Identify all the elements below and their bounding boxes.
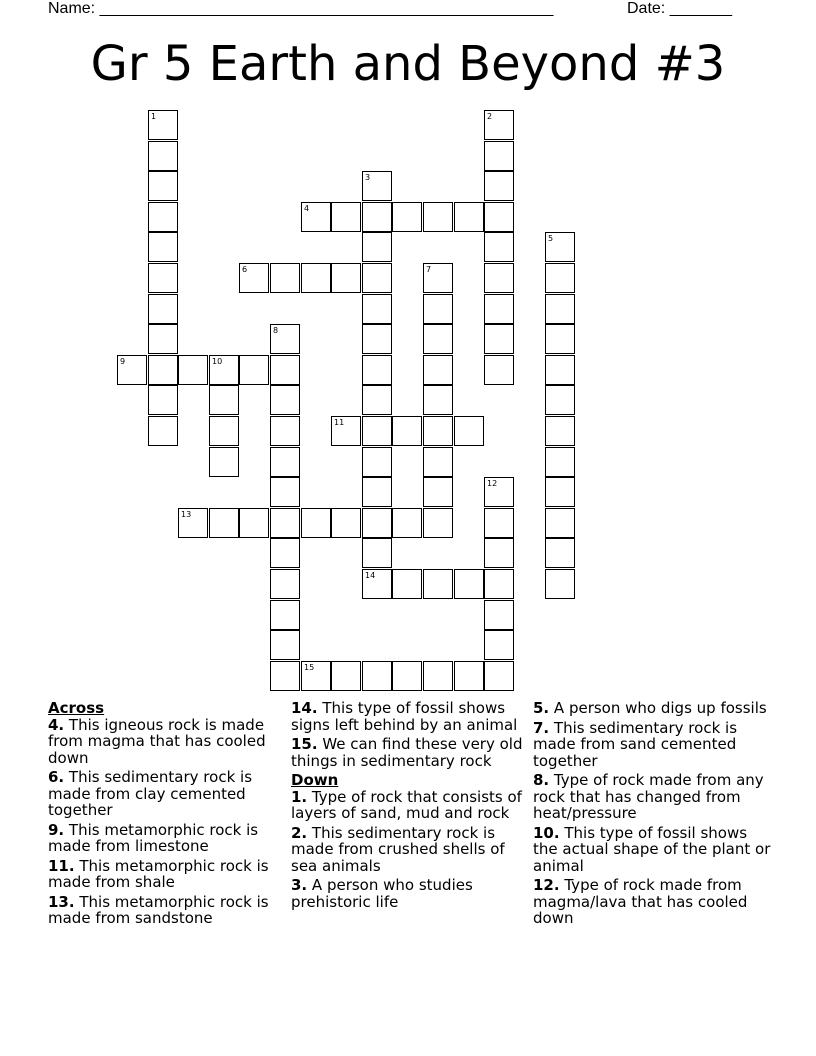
- crossword-cell[interactable]: [362, 263, 392, 293]
- crossword-cell[interactable]: [423, 508, 453, 538]
- crossword-cell[interactable]: [545, 232, 575, 262]
- crossword-cell[interactable]: [178, 508, 208, 538]
- crossword-cell[interactable]: [301, 202, 331, 232]
- crossword-cell[interactable]: [270, 447, 300, 477]
- crossword-cell[interactable]: [545, 447, 575, 477]
- crossword-cell[interactable]: [148, 416, 178, 446]
- crossword-cell[interactable]: [362, 294, 392, 324]
- crossword-cell[interactable]: [209, 447, 239, 477]
- clue-item-number: 5.: [533, 699, 550, 717]
- clue-item: [48, 894, 280, 927]
- crossword-cell[interactable]: [362, 508, 392, 538]
- crossword-cell[interactable]: [392, 416, 422, 446]
- crossword-cell[interactable]: [454, 569, 484, 599]
- crossword-cell[interactable]: [301, 263, 331, 293]
- crossword-cell[interactable]: [423, 477, 453, 507]
- crossword-cell[interactable]: [239, 355, 269, 385]
- clue-number: 10: [212, 357, 223, 366]
- clue-number: 6: [242, 265, 248, 274]
- crossword-cell[interactable]: [209, 508, 239, 538]
- crossword-cell[interactable]: [331, 508, 361, 538]
- crossword-cell[interactable]: [270, 355, 300, 385]
- clue-number: 5: [548, 234, 554, 243]
- crossword-cell[interactable]: [362, 447, 392, 477]
- crossword-cell[interactable]: [484, 600, 514, 630]
- clue-number: 13: [181, 510, 192, 519]
- clue-item: [48, 769, 280, 819]
- crossword-cell[interactable]: [392, 508, 422, 538]
- clue-number: 1: [151, 112, 157, 121]
- crossword-cell[interactable]: [454, 416, 484, 446]
- crossword-cell[interactable]: [392, 661, 422, 691]
- clue-item-text: This type of fossil shows signs left behind by an animal: [291, 699, 518, 734]
- clue-item-text: Type of rock that consists of layers of sand, mud and rock: [291, 787, 522, 822]
- crossword-cell[interactable]: [484, 661, 514, 691]
- clue-item: [48, 717, 280, 767]
- clue-item-text: This metamorphic rock is made from shale: [48, 856, 269, 891]
- crossword-cell[interactable]: [270, 263, 300, 293]
- crossword-cell[interactable]: [270, 661, 300, 691]
- crossword-cell[interactable]: [454, 661, 484, 691]
- clue-item-text: This sedimentary rock is made from clay cemented together: [48, 768, 253, 819]
- clue-item-number: 4.: [48, 715, 65, 734]
- crossword-cell[interactable]: [362, 171, 392, 201]
- clue-item-text: We can find these very old things in sedimentary rock: [291, 735, 523, 770]
- crossword-cell[interactable]: [362, 202, 392, 232]
- clue-item: [533, 772, 773, 822]
- crossword-cell[interactable]: [148, 110, 178, 140]
- crossword-cell[interactable]: [545, 538, 575, 568]
- clue-item: [291, 825, 531, 875]
- crossword-cell[interactable]: [484, 630, 514, 660]
- crossword-cell[interactable]: [301, 508, 331, 538]
- crossword-cell[interactable]: [423, 294, 453, 324]
- crossword-cell[interactable]: [362, 355, 392, 385]
- crossword-cell[interactable]: [270, 508, 300, 538]
- crossword-cell[interactable]: [484, 110, 514, 140]
- crossword-cell[interactable]: [484, 171, 514, 201]
- page-title: Gr 5 Earth and Beyond #3: [90, 36, 726, 92]
- clue-number: 15: [304, 663, 315, 672]
- clue-item-number: 15.: [291, 735, 318, 753]
- crossword-cell[interactable]: [209, 385, 239, 415]
- clue-item-number: 10.: [533, 823, 560, 842]
- clue-number: 2: [487, 112, 493, 121]
- clue-number: 4: [304, 204, 310, 213]
- clue-item-number: 6.: [48, 768, 65, 786]
- clue-number: 3: [365, 173, 371, 182]
- crossword-cell[interactable]: [331, 416, 361, 446]
- clue-item-text: This sedimentary rock is made from crushed shells of sea animals: [291, 823, 505, 875]
- clue-item-text: A person who studies prehistoric life: [291, 876, 473, 911]
- crossword-cell[interactable]: [331, 661, 361, 691]
- crossword-cell[interactable]: [484, 538, 514, 568]
- clue-item-text: Type of rock made from magma/lava that has cooled down: [533, 876, 748, 927]
- date-field-label[interactable]: Date: _______: [627, 0, 732, 17]
- crossword-cell[interactable]: [484, 355, 514, 385]
- crossword-cell[interactable]: [484, 569, 514, 599]
- clue-item-text: This type of fossil shows the actual shape of the plant or animal: [533, 823, 771, 875]
- clue-number: 7: [426, 265, 432, 274]
- clue-item-number: 11.: [48, 856, 75, 875]
- crossword-cell[interactable]: [545, 508, 575, 538]
- crossword-cell[interactable]: [484, 324, 514, 354]
- crossword-cell[interactable]: [148, 232, 178, 262]
- crossword-cell[interactable]: [423, 661, 453, 691]
- name-field-label[interactable]: Name: ___________________________________________________: [48, 0, 554, 17]
- crossword-cell[interactable]: [362, 324, 392, 354]
- crossword-cell[interactable]: [545, 477, 575, 507]
- crossword-cell[interactable]: [423, 263, 453, 293]
- crossword-cell[interactable]: [423, 202, 453, 232]
- crossword-cell[interactable]: [362, 232, 392, 262]
- crossword-cell[interactable]: [148, 294, 178, 324]
- clue-item-number: 9.: [48, 820, 65, 839]
- clue-item-text: A person who digs up fossils: [553, 699, 767, 717]
- crossword-cell[interactable]: [148, 263, 178, 293]
- crossword-cell[interactable]: [362, 416, 392, 446]
- crossword-cell[interactable]: [178, 355, 208, 385]
- crossword-cell[interactable]: [545, 324, 575, 354]
- clue-number: 12: [487, 479, 498, 488]
- clue-number: 9: [120, 357, 126, 366]
- crossword-cell[interactable]: [484, 202, 514, 232]
- crossword-cell[interactable]: [148, 202, 178, 232]
- crossword-cell[interactable]: [148, 355, 178, 385]
- clue-item: [533, 825, 773, 875]
- crossword-cell[interactable]: [484, 141, 514, 171]
- clue-item: [291, 789, 531, 822]
- clue-item: [291, 736, 531, 769]
- crossword-cell[interactable]: [209, 355, 239, 385]
- crossword-cell[interactable]: [484, 232, 514, 262]
- clue-item-number: 7.: [533, 718, 550, 737]
- clue-column-3: [533, 700, 773, 930]
- crossword-cell[interactable]: [545, 385, 575, 415]
- clue-number: 8: [273, 326, 279, 335]
- down-heading: Down: [291, 771, 339, 789]
- clue-column-1: [48, 700, 280, 930]
- crossword-cell[interactable]: [148, 141, 178, 171]
- clue-item: [48, 858, 280, 891]
- crossword-cell[interactable]: [362, 569, 392, 599]
- clue-item-number: 14.: [291, 699, 318, 717]
- crossword-cell[interactable]: [423, 355, 453, 385]
- clue-item-text: This metamorphic rock is made from sandstone: [48, 892, 269, 927]
- crossword-cell[interactable]: [270, 477, 300, 507]
- crossword-cell[interactable]: [423, 324, 453, 354]
- clue-item: [48, 822, 280, 855]
- crossword-cell[interactable]: [484, 263, 514, 293]
- crossword-cell[interactable]: [362, 538, 392, 568]
- crossword-cell[interactable]: [392, 202, 422, 232]
- crossword-cell[interactable]: [270, 538, 300, 568]
- crossword-cell[interactable]: [484, 508, 514, 538]
- clue-item-text: This igneous rock is made from magma that has cooled down: [48, 715, 266, 767]
- crossword-cell[interactable]: [545, 416, 575, 446]
- crossword-cell[interactable]: [148, 385, 178, 415]
- clue-item-text: This metamorphic rock is made from limestone: [48, 820, 259, 855]
- clue-item: [291, 700, 531, 733]
- clue-item-number: 2.: [291, 823, 308, 842]
- clue-item-text: This sedimentary rock is made from sand cemented together: [533, 718, 738, 770]
- crossword-cell[interactable]: [270, 416, 300, 446]
- clue-item-number: 13.: [48, 892, 75, 911]
- crossword-cell[interactable]: [362, 661, 392, 691]
- crossword-cell[interactable]: [545, 355, 575, 385]
- crossword-cell[interactable]: [362, 385, 392, 415]
- crossword-cell[interactable]: [484, 477, 514, 507]
- clue-item: [533, 700, 773, 717]
- clue-item-number: 3.: [291, 876, 308, 894]
- crossword-cell[interactable]: [545, 294, 575, 324]
- clue-item: [533, 877, 773, 927]
- across-heading: Across: [48, 699, 105, 717]
- clue-item-number: 12.: [533, 876, 560, 894]
- crossword-cell[interactable]: [331, 263, 361, 293]
- crossword-cell[interactable]: [423, 569, 453, 599]
- clue-column-2: [291, 700, 531, 913]
- crossword-cell[interactable]: [423, 385, 453, 415]
- crossword-cell[interactable]: [301, 661, 331, 691]
- clue-item-text: Type of rock made from any rock that has changed from heat/pressure: [533, 771, 764, 822]
- crossword-cell[interactable]: [209, 416, 239, 446]
- crossword-cell[interactable]: [545, 263, 575, 293]
- crossword-cell[interactable]: [454, 202, 484, 232]
- crossword-cell[interactable]: [270, 385, 300, 415]
- clue-item-number: 8.: [533, 771, 550, 789]
- clue-item-number: 1.: [291, 787, 308, 806]
- crossword-cell[interactable]: [362, 477, 392, 507]
- crossword-cell[interactable]: [270, 324, 300, 354]
- clue-number: 11: [334, 418, 345, 427]
- crossword-cell[interactable]: [545, 569, 575, 599]
- crossword-cell[interactable]: [423, 447, 453, 477]
- crossword-cell[interactable]: [331, 202, 361, 232]
- crossword-cell[interactable]: [270, 600, 300, 630]
- crossword-cell[interactable]: [117, 355, 147, 385]
- crossword-cell[interactable]: [148, 324, 178, 354]
- clue-item: [291, 877, 531, 910]
- clue-number: 14: [365, 571, 376, 580]
- crossword-cell[interactable]: [423, 416, 453, 446]
- crossword-cell[interactable]: [148, 171, 178, 201]
- crossword-cell[interactable]: [270, 630, 300, 660]
- crossword-cell[interactable]: [239, 508, 269, 538]
- crossword-cell[interactable]: [239, 263, 269, 293]
- crossword-cell[interactable]: [484, 294, 514, 324]
- crossword-cell[interactable]: [270, 569, 300, 599]
- crossword-cell[interactable]: [392, 569, 422, 599]
- clue-item: [533, 720, 773, 770]
